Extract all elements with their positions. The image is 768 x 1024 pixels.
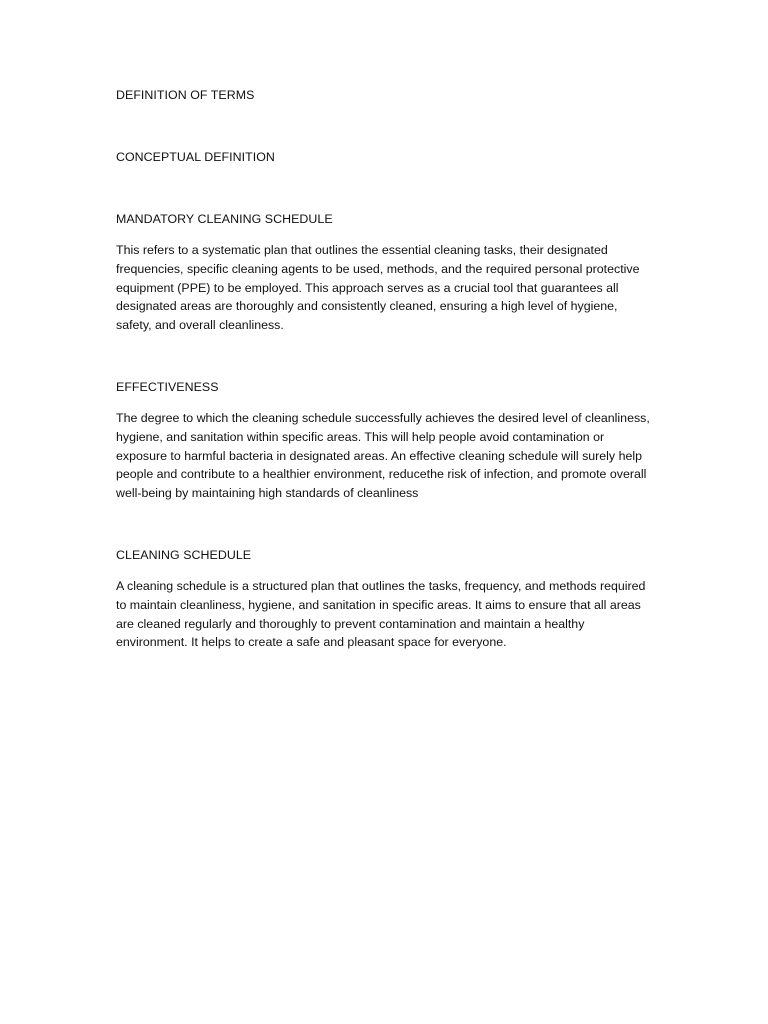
term-definition-cleaning-schedule: A cleaning schedule is a structured plan that outlines the tasks, frequency, and methods required to maintain cleanliness, hygiene, and sanitation in specific areas. It aims to ensure that all areas are cleaned regularly and thoroughly to prevent contamination and maintain a healthy environment. It helps to create a safe and pleasant space for everyone. bbox=[116, 579, 646, 650]
term-definition-effectiveness: The degree to which the cleaning schedule successfully achieves the desired level of cleanliness, hygiene, and sanitation within specific areas. This will help people avoid contamination or exposure to harmful bacteria in designated areas. An effective cleaning schedule will surely help people and contribute to a healthier environment, reducethe risk of infection, and promote overall well-being by maintaining high standards of cleanliness bbox=[116, 411, 650, 501]
term-heading-cleaning-schedule: CLEANING SCHEDULE bbox=[116, 548, 252, 562]
document-title: DEFINITION OF TERMS bbox=[116, 88, 255, 102]
term-heading-effectiveness: EFFECTIVENESS bbox=[116, 380, 219, 394]
section-heading: CONCEPTUAL DEFINITION bbox=[116, 150, 275, 164]
term-heading-mandatory-cleaning-schedule: MANDATORY CLEANING SCHEDULE bbox=[116, 212, 333, 226]
term-definition-mandatory-cleaning-schedule: This refers to a systematic plan that outlines the essential cleaning tasks, their designated frequencies, specific cleaning agents to be used, methods, and the required personal protective equipment (PPE) to be employed. This approach serves as a crucial tool that guarantees all designated areas are thoroughly and consistently cleaned, ensuring a high level of hygiene, safety, and overall cleanliness. bbox=[116, 243, 640, 333]
